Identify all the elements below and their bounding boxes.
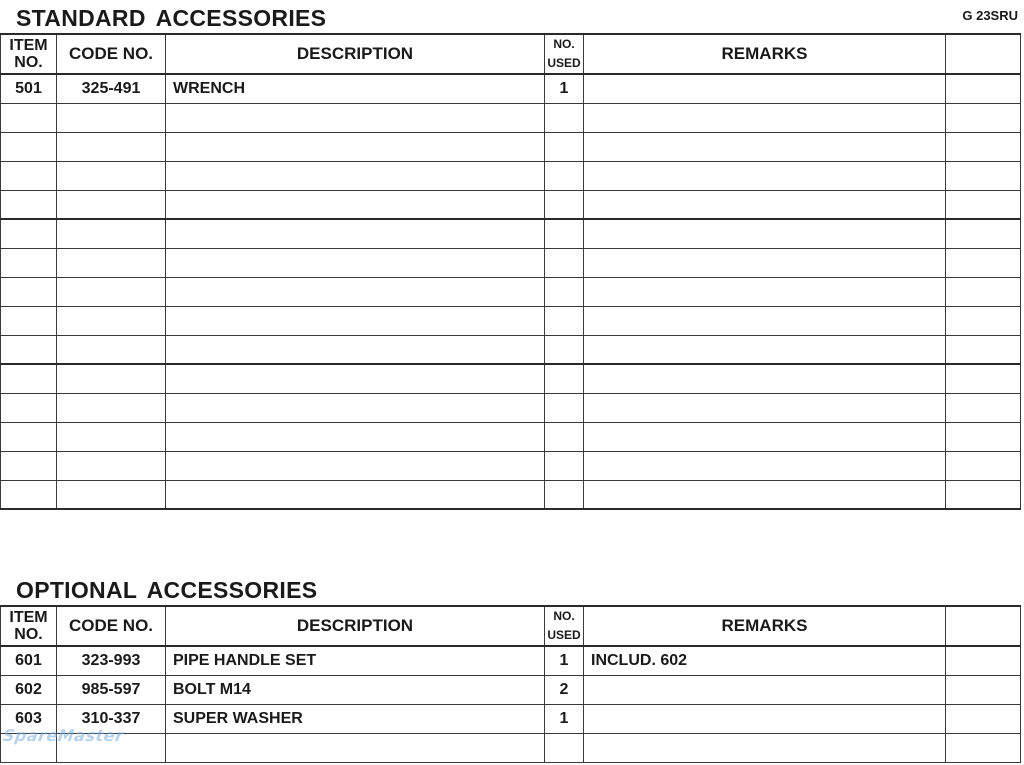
standard-header-row — [1, 34, 1021, 74]
col-header-remarks: REMARKS — [584, 606, 946, 646]
blank-row — [1, 277, 1021, 306]
description-cell — [166, 451, 545, 480]
item-no-cell — [1, 103, 57, 132]
remarks-cell — [584, 161, 946, 190]
description-cell — [166, 132, 545, 161]
qty-cell — [545, 103, 584, 132]
description-cell: WRENCH — [166, 74, 545, 103]
remarks-cell — [584, 132, 946, 161]
item-no-cell — [1, 335, 57, 364]
code-no-cell: 325-491 — [57, 74, 166, 103]
col-header-item-no: ITEM NO. — [1, 34, 57, 74]
qty-cell: 1 — [545, 74, 584, 103]
remarks-cell — [584, 733, 946, 762]
description-cell — [166, 393, 545, 422]
item-no-cell — [1, 161, 57, 190]
description-cell — [166, 422, 545, 451]
remarks-cell — [584, 675, 946, 704]
code-no-cell — [57, 422, 166, 451]
optional-accessories-title: OPTIONAL ACCESSORIES — [16, 577, 318, 603]
blank-cell — [946, 219, 1021, 248]
qty-cell: 2 — [545, 675, 584, 704]
blank-cell — [946, 451, 1021, 480]
qty-cell — [545, 132, 584, 161]
remarks-cell — [584, 190, 946, 219]
description-cell — [166, 306, 545, 335]
remarks-cell: INCLUD. 602 — [584, 646, 946, 675]
qty-cell — [545, 219, 584, 248]
description-cell — [166, 364, 545, 393]
blank-row — [1, 335, 1021, 364]
remarks-cell — [584, 277, 946, 306]
item-no-cell: 602 — [1, 675, 57, 704]
table-row — [1, 675, 1021, 704]
table-row — [1, 74, 1021, 103]
col-header-no-used: NO. USED — [545, 34, 584, 74]
blank-cell — [946, 675, 1021, 704]
blank-cell — [946, 248, 1021, 277]
qty-cell — [545, 335, 584, 364]
optional-header-row — [1, 606, 1021, 646]
optional-accessories-rows — [1, 646, 1021, 762]
item-no-cell — [1, 248, 57, 277]
code-no-cell — [57, 248, 166, 277]
blank-cell — [946, 480, 1021, 509]
blank-cell — [946, 393, 1021, 422]
item-no-cell: 603 — [1, 704, 57, 733]
code-no-cell — [57, 103, 166, 132]
blank-cell — [946, 132, 1021, 161]
item-no-cell: 501 — [1, 74, 57, 103]
code-no-cell — [57, 219, 166, 248]
col-header-code-no: CODE NO. — [57, 606, 166, 646]
optional-accessories-table — [0, 605, 1021, 763]
code-no-cell — [57, 335, 166, 364]
item-no-cell — [1, 190, 57, 219]
remarks-cell — [584, 103, 946, 132]
description-cell — [166, 277, 545, 306]
code-no-cell — [57, 480, 166, 509]
qty-cell — [545, 161, 584, 190]
description-cell — [166, 190, 545, 219]
col-header-description: DESCRIPTION — [166, 606, 545, 646]
table-row — [1, 646, 1021, 675]
blank-row — [1, 422, 1021, 451]
blank-cell — [946, 733, 1021, 762]
blank-row — [1, 132, 1021, 161]
item-no-cell — [1, 364, 57, 393]
qty-cell — [545, 306, 584, 335]
blank-cell — [946, 704, 1021, 733]
description-cell — [166, 248, 545, 277]
item-no-cell — [1, 306, 57, 335]
item-no-cell — [1, 277, 57, 306]
model-code: G 23SRU — [962, 8, 1018, 23]
remarks-cell — [584, 422, 946, 451]
col-header-description: DESCRIPTION — [166, 34, 545, 74]
blank-cell — [946, 422, 1021, 451]
qty-cell — [545, 190, 584, 219]
item-no-cell — [1, 480, 57, 509]
description-cell — [166, 335, 545, 364]
blank-row — [1, 103, 1021, 132]
blank-cell — [946, 277, 1021, 306]
blank-row — [1, 190, 1021, 219]
remarks-cell — [584, 248, 946, 277]
qty-cell — [545, 364, 584, 393]
qty-cell — [545, 480, 584, 509]
blank-cell — [946, 103, 1021, 132]
description-cell — [166, 480, 545, 509]
code-no-cell — [57, 451, 166, 480]
description-cell: BOLT M14 — [166, 675, 545, 704]
code-no-cell — [57, 306, 166, 335]
qty-cell — [545, 277, 584, 306]
item-no-cell — [1, 132, 57, 161]
code-no-cell — [57, 277, 166, 306]
code-no-cell — [57, 364, 166, 393]
qty-cell — [545, 393, 584, 422]
remarks-cell — [584, 704, 946, 733]
remarks-cell — [584, 451, 946, 480]
qty-cell — [545, 733, 584, 762]
qty-cell — [545, 248, 584, 277]
blank-row — [1, 161, 1021, 190]
blank-row — [1, 219, 1021, 248]
blank-row — [1, 248, 1021, 277]
col-header-item-no: ITEM NO. — [1, 606, 57, 646]
blank-cell — [946, 74, 1021, 103]
standard-accessories-table — [0, 33, 1021, 510]
watermark-logo: SpareMaster — [1, 726, 125, 745]
remarks-cell — [584, 74, 946, 103]
code-no-cell — [57, 190, 166, 219]
description-cell: PIPE HANDLE SET — [166, 646, 545, 675]
remarks-cell — [584, 306, 946, 335]
col-header-no-used: NO. USED — [545, 606, 584, 646]
col-header-blank — [946, 34, 1021, 74]
blank-cell — [946, 161, 1021, 190]
standard-accessories-rows — [1, 74, 1021, 509]
item-no-cell — [1, 451, 57, 480]
blank-row — [1, 393, 1021, 422]
blank-row — [1, 306, 1021, 335]
blank-cell — [946, 364, 1021, 393]
blank-row — [1, 480, 1021, 509]
blank-cell — [946, 306, 1021, 335]
item-no-cell — [1, 422, 57, 451]
qty-cell: 1 — [545, 646, 584, 675]
blank-row — [1, 364, 1021, 393]
remarks-cell — [584, 364, 946, 393]
remarks-cell — [584, 393, 946, 422]
col-header-blank — [946, 606, 1021, 646]
item-no-cell — [1, 393, 57, 422]
description-cell — [166, 161, 545, 190]
code-no-cell: 310-337 — [57, 704, 166, 733]
code-no-cell: 323-993 — [57, 646, 166, 675]
col-header-remarks: REMARKS — [584, 34, 946, 74]
code-no-cell — [57, 393, 166, 422]
col-header-code-no: CODE NO. — [57, 34, 166, 74]
description-cell — [166, 733, 545, 762]
qty-cell — [545, 451, 584, 480]
item-no-cell — [1, 219, 57, 248]
standard-accessories-title: STANDARD ACCESSORIES — [16, 5, 327, 31]
description-cell — [166, 103, 545, 132]
code-no-cell — [57, 161, 166, 190]
blank-cell — [946, 646, 1021, 675]
remarks-cell — [584, 219, 946, 248]
remarks-cell — [584, 480, 946, 509]
description-cell — [166, 219, 545, 248]
blank-cell — [946, 190, 1021, 219]
blank-row — [1, 733, 1021, 762]
blank-cell — [946, 335, 1021, 364]
table-row — [1, 704, 1021, 733]
code-no-cell: 985-597 — [57, 675, 166, 704]
qty-cell: 1 — [545, 704, 584, 733]
item-no-cell: 601 — [1, 646, 57, 675]
blank-row — [1, 451, 1021, 480]
qty-cell — [545, 422, 584, 451]
description-cell: SUPER WASHER — [166, 704, 545, 733]
code-no-cell — [57, 132, 166, 161]
remarks-cell — [584, 335, 946, 364]
